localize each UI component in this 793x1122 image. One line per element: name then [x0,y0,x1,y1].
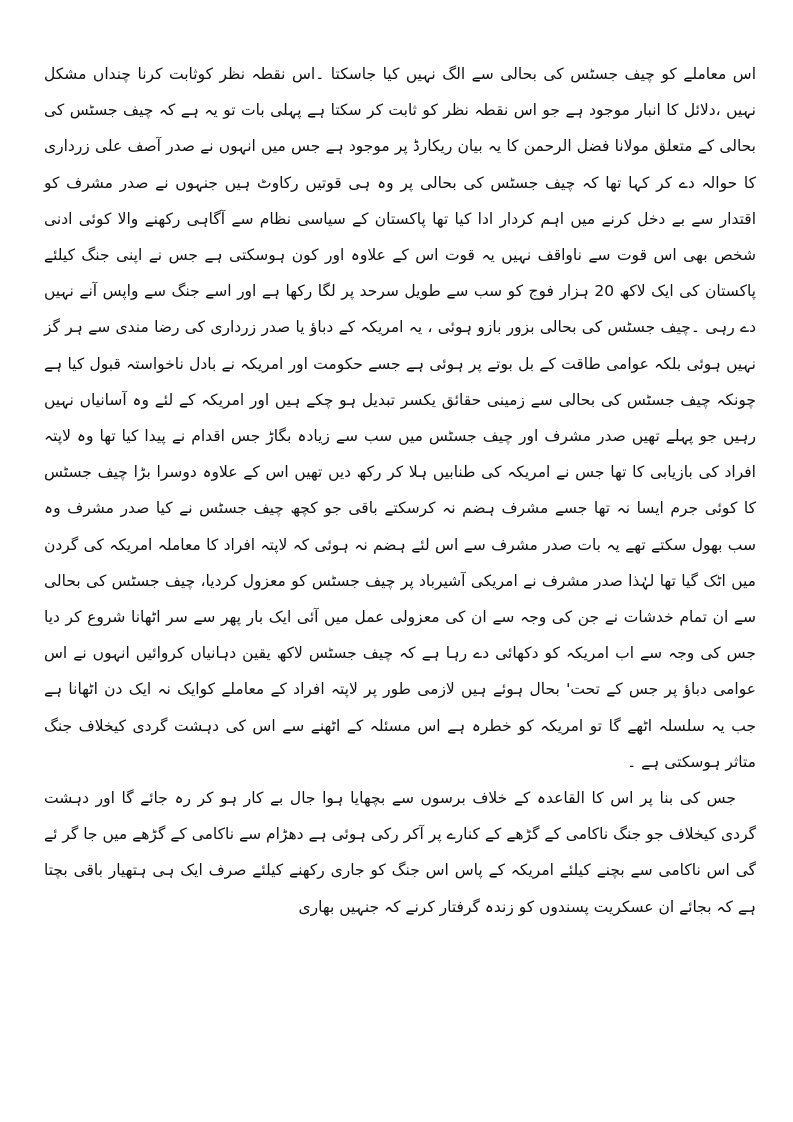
paragraph-2: جس کی بنا پر اس کا القاعدہ کے خلاف برسوں سے بچھایا ہوا جال بے کار ہو کر رہ جائے گا اور دہشت گردی کیخلاف جو جنگ ناکامی کے گڑھے کے کنارے پر آکر رکی ہوئی ہے دھڑام سے ناکامی کے گڑھے میں جا گر ئے گی اس ناکامی سے بچنے کیلئے امریکہ کے پاس اس جنگ کو جاری رکھنے کیلئے صرف ایک ہی ہتھیار باقی بچتا ہے کہ بجائے ان عسکریت پسندوں کو زندہ گرفتار کرنے کہ جنہیں بھاری [44,789,756,916]
paragraph-1: اس معاملے کو چیف جسٹس کی بحالی سے الگ نہیں کیا جاسکتا ۔اس نقطہ نظر کوثابت کرنا چنداں مشکل نہیں ،دلائل کا انبار موجود ہے جو اس نقطہ نظر کو ثابت کر سکتا ہے پہلی بات تو یہ ہے کہ چیف جسٹس کی بحالی کے متعلق مولانا فضل الرحمن کا یہ بیان ریکارڈ پر موجود ہے جس میں انہوں نے صدر آصف علی زرداری کا حوالہ دے کر کہا تھا کہ چیف جسٹس کی بحالی پر وہ ہی قوتیں رکاوٹ ہیں جنہوں نے صدر مشرف کو اقتدار سے بے دخل کرنے میں اہم کردار ادا کیا تھا پاکستان کے سیاسی نظام سے آگاہی رکھنے والا کوئی ادنی شخص بھی اس قوت سے ناواقف نہیں یہ قوت اس کے علاوہ اور کون ہوسکتی ہے جس نے اپنی جنگ کیلئے پاکستان کی ایک لاکھ 20 ہزار فوج کو سب سے طویل سرحد پر لگا رکھا ہے اور اسے جنگ سے واپس آنے نہیں دے رہی ۔چیف جسٹس کی بحالی بزور بازو ہوئی ، یہ امریکہ کے دباؤ یا صدر زرداری کی رضا مندی سے ہر گز نہیں ہوئی بلکہ عوامی طاقت کے بل بوتے پر ہوئی ہے جسے حکومت اور امریکہ نے بادل ناخواستہ قبول کیا ہے چونکہ چیف جسٹس کی بحالی سے زمینی حقائق یکسر تبدیل ہو چکے ہیں اور امریکہ کے لئے وہ آسانیاں نہیں رہیں جو پہلے تھیں صدر مشرف اور چیف جسٹس میں سب سے زیادہ بگاڑ جس اقدام نے پیدا کیا تھا وہ لاپتہ افراد کی بازیابی کا تھا جس نے امریکہ کی طنابیں ہلا کر رکھ دیں تھیں اس کے علاوہ دوسرا بڑا چیف جسٹس کا کوئی جرم ایسا نہ تھا جسے مشرف ہضم نہ کرسکتے باقی جو کچھ چیف جسٹس نے کیا صدر مشرف وہ سب بھول سکتے تھے یہ بات صدر مشرف سے اس لئے ہضم نہ ہوئی کہ لاپتہ افراد کا معاملہ امریکہ کی گردن میں اٹک گیا تھا لہٰذا صدر مشرف نے امریکی آشیرباد پر چیف جسٹس کو معزول کردیا، چیف جسٹس کی بحالی سے ان تمام خدشات نے جن کی وجہ سے ان کی معزولی عمل میں آئی ایک بار پھر سے سر اٹھانا شروع کر دیا جس کی وجہ سے اب امریکہ کو دکھائی دے رہا ہے کہ چیف جسٹس لاکھ یقین دہانیاں کروائیں انہوں نے اس عوامی دباؤ پر جس کے تحت' بحال ہوئے ہیں لازمی طور پر لاپتہ افراد کے معاملے کوایک نہ ایک دن اٹھانا ہے جب یہ سلسلہ اٹھے گا تو امریکہ کو خطرہ ہے اس مسئلہ کے اٹھنے سے اس کی دہشت گردی کیخلاف جنگ متاثر ہوسکتی ہے ۔ [44,65,756,771]
article-body [44,56,756,925]
